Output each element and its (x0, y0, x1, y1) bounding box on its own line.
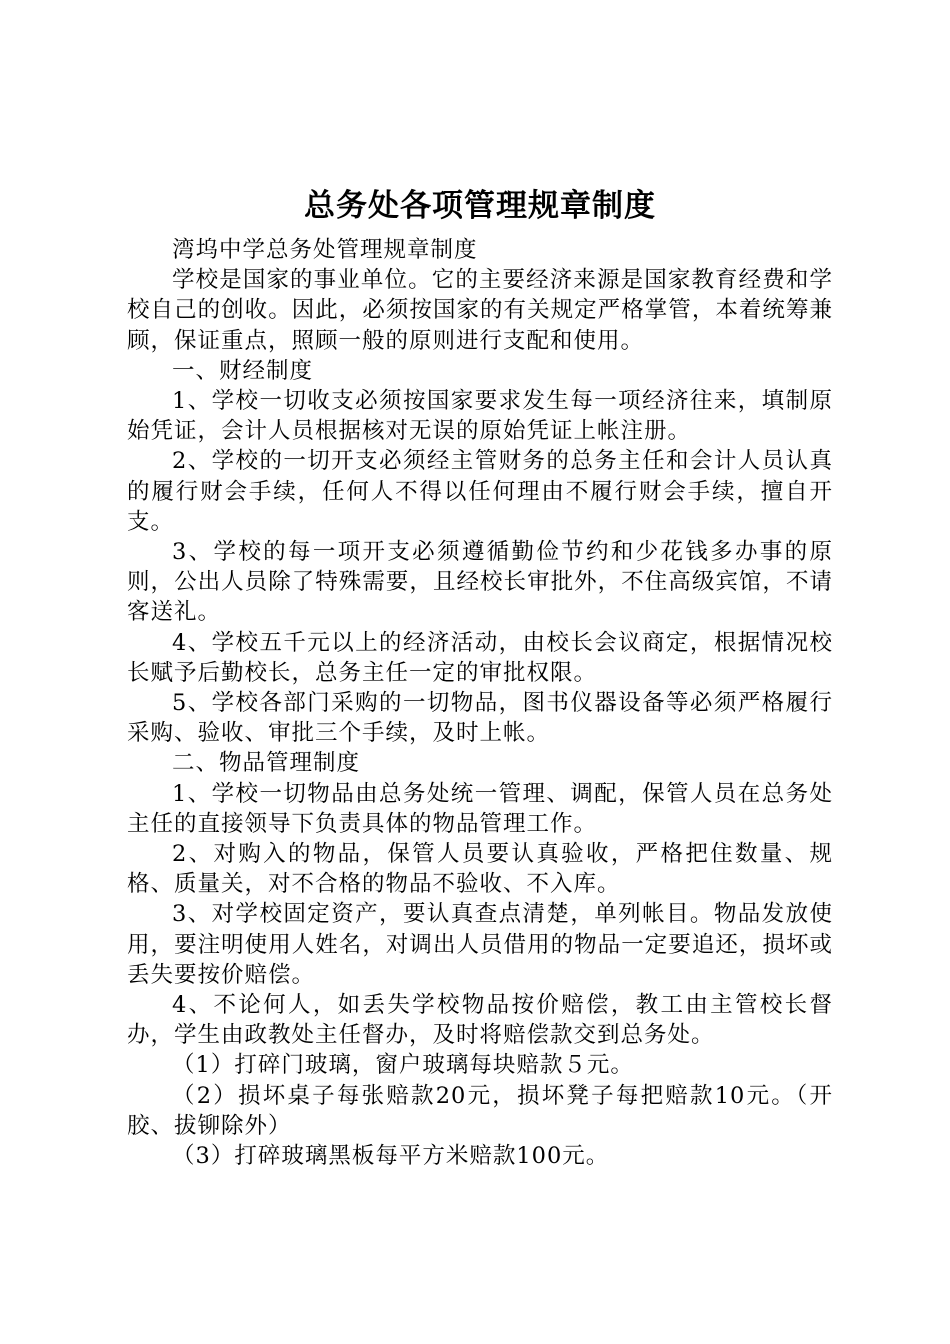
paragraph-compensation-3: （3）打碎玻璃黑板每平方米赔款100元。 (172, 1143, 610, 1170)
section-heading-finance: 一、财经制度 (172, 357, 314, 384)
section-heading-goods: 二、物品管理制度 (172, 750, 361, 777)
paragraph-goods-3: 3、对学校固定资产，要认真查点清楚，单列帐目。物品发放使用，要注明使用人姓名，对调出人员借用的物品一定要追还，损坏或丢失要按价赔偿。 (127, 901, 833, 988)
paragraph-school-heading: 湾坞中学总务处管理规章制度 (172, 237, 478, 263)
paragraph-compensation-2: （2）损坏桌子每张赔款20元，损坏凳子每把赔款10元。（开胶、拔铆除外） (127, 1082, 833, 1139)
paragraph-finance-3: 3、学校的每一项开支必须遵循勤俭节约和少花钱多办事的原则，公出人员除了特殊需要，且经校长审批外，不住高级宾馆，不请客送礼。 (127, 539, 833, 626)
paragraph-finance-2: 2、学校的一切开支必须经主管财务的总务主任和会计人员认真的履行财会手续，任何人不得以任何理由不履行财会手续，擅自开支。 (127, 448, 833, 535)
paragraph-finance-4: 4、学校五千元以上的经济活动，由校长会议商定，根据情况校长赋予后勤校长，总务主任一定的审批权限。 (127, 629, 833, 686)
paragraph-goods-1: 1、学校一切物品由总务处统一管理、调配，保管人员在总务处主任的直接领导下负责具体的物品管理工作。 (127, 780, 833, 837)
paragraph-goods-2: 2、对购入的物品，保管人员要认真验收，严格把住数量、规格、质量关，对不合格的物品不验收、不入库。 (127, 841, 833, 898)
document-page (127, 182, 833, 1171)
document-title: 总务处各项管理规章制度 (304, 188, 656, 224)
paragraph-finance-1: 1、学校一切收支必须按国家要求发生每一项经济往来，填制原始凭证，会计人员根据核对无误的原始凭证上帐注册。 (127, 388, 833, 445)
paragraph-intro: 学校是国家的事业单位。它的主要经济来源是国家教育经费和学校自己的创收。因此，必须按国家的有关规定严格掌管，本着统筹兼顾，保证重点，照顾一般的原则进行支配和使用。 (127, 267, 833, 354)
paragraph-goods-4: 4、不论何人，如丢失学校物品按价赔偿，教工由主管校长督办，学生由政教处主任督办，及时将赔偿款交到总务处。 (127, 992, 833, 1049)
paragraph-compensation-1: （1）打碎门玻璃，窗户玻璃每块赔款５元。 (172, 1052, 634, 1079)
paragraph-finance-5: 5、学校各部门采购的一切物品，图书仪器设备等必须严格履行采购、验收、审批三个手续，及时上帐。 (127, 690, 833, 747)
